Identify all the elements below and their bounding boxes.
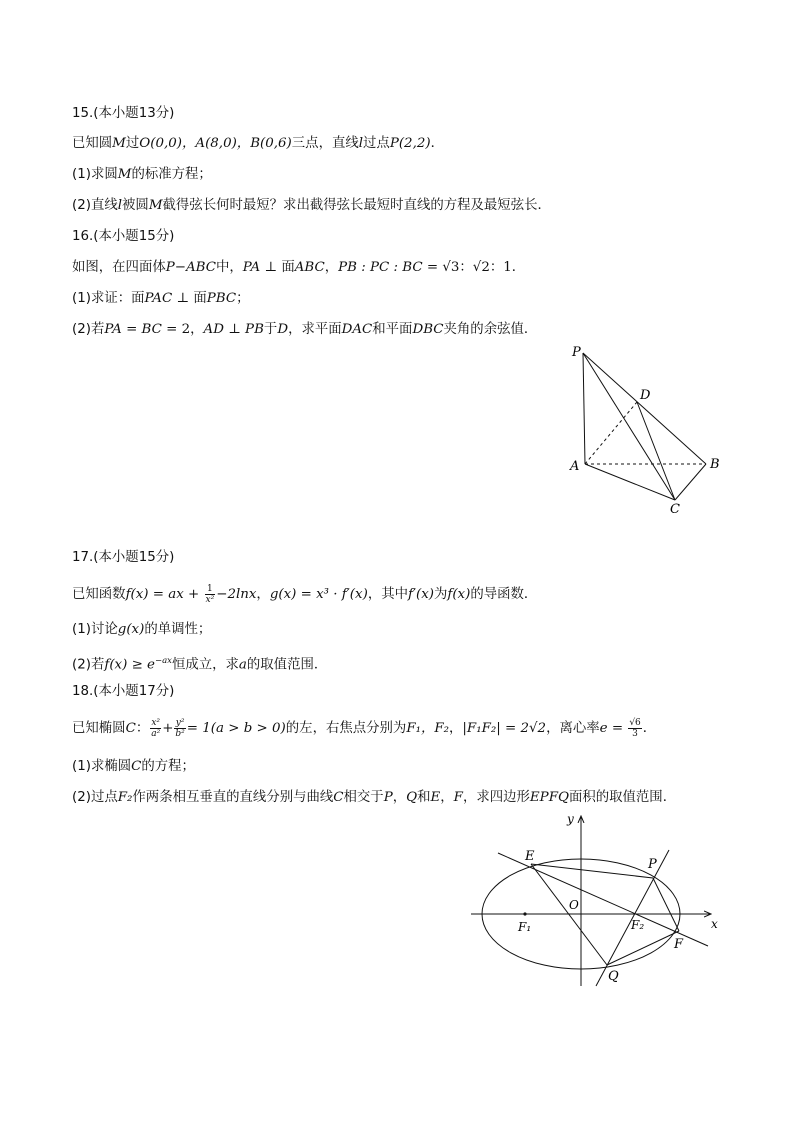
q18-part1: (1)求椭圆C的方程； — [72, 759, 195, 774]
label-F2: F₂ — [631, 918, 645, 932]
q15-part1: (1)求圆M的标准方程； — [72, 167, 212, 182]
label-C: C — [670, 502, 680, 517]
label-x: x — [711, 917, 718, 931]
q15-part2: (2)直线l被圆M截得弦长何时最短？求出截得弦长最短时直线的方程及最短弦长． — [72, 198, 551, 213]
q17-header: 17.(本小题15分) — [72, 550, 175, 565]
edge-DC — [637, 402, 675, 500]
label-E: E — [525, 849, 535, 864]
q18-stem: 已知椭圆C： $\frac{\text{x²}}{\text{a²}}$ + $\frac{\text{y²}}{\text{b²}}$ = 1(a > b > 0)的左，右焦点分别为F₁，F₂，|F₁F₂| = 2√2，离心率e = $\frac{√6}{3}$ ． — [72, 717, 657, 739]
q16-part1: (1)求证：面PAC ⊥ 面PBC； — [72, 291, 250, 306]
q16-header: 16.(本小题15分) — [72, 229, 175, 244]
q17-stem: 已知函数f(x) = ax + $\frac{1}{\text{x²}}$ −2lnx，g(x) = x³ · f′(x)，其中f′(x)为f(x)的导函数． — [72, 583, 538, 605]
q17-part2: (2)若$f(x) \ge e^{-ax}$恒成立，求a的取值范围． — [72, 656, 328, 673]
edge-PB — [583, 353, 706, 464]
edge-PA — [583, 353, 585, 464]
q18-part2: (2)过点F₂作两条相互垂直的直线分别与曲线C相交于P，Q和E，F，求四边形EPFQ面积的取值范围． — [72, 790, 677, 805]
label-P: P — [572, 345, 581, 360]
q15-stem: 已知圆M过O(0,0)，A(8,0)，B(0,6)三点，直线l过点P(2,2)． — [72, 136, 444, 151]
edge-AD-hidden — [585, 402, 637, 464]
tetrahedron-figure — [560, 340, 730, 520]
label-A: A — [570, 459, 580, 474]
edge-BC — [675, 464, 706, 500]
label-B: B — [710, 457, 720, 472]
q18-header: 18.(本小题17分) — [72, 684, 175, 699]
q15-header: 15.(本小题13分) — [72, 106, 175, 121]
label-P: P — [648, 857, 657, 872]
q16-stem: 如图，在四面体P−ABC中，PA ⊥ 面ABC，PB : PC : BC = √3：√2：1． — [72, 260, 526, 275]
label-F1: F₁ — [518, 920, 532, 934]
label-Q: Q — [608, 969, 619, 984]
q16-part2: (2)若PA = BC = 2，AD ⊥ PB于D，求平面DAC和平面DBC夹角的余弦值． — [72, 322, 538, 337]
label-F: F — [674, 937, 684, 952]
label-D: D — [640, 388, 651, 403]
segment-FQ — [607, 931, 679, 965]
q17-part1: (1)讨论g(x)的单调性； — [72, 622, 212, 637]
edge-PC — [583, 353, 675, 500]
label-y: y — [567, 812, 574, 826]
edge-AC — [585, 464, 675, 500]
label-O: O — [569, 898, 579, 912]
ellipse-figure — [465, 810, 730, 992]
point-F1 — [523, 912, 526, 915]
